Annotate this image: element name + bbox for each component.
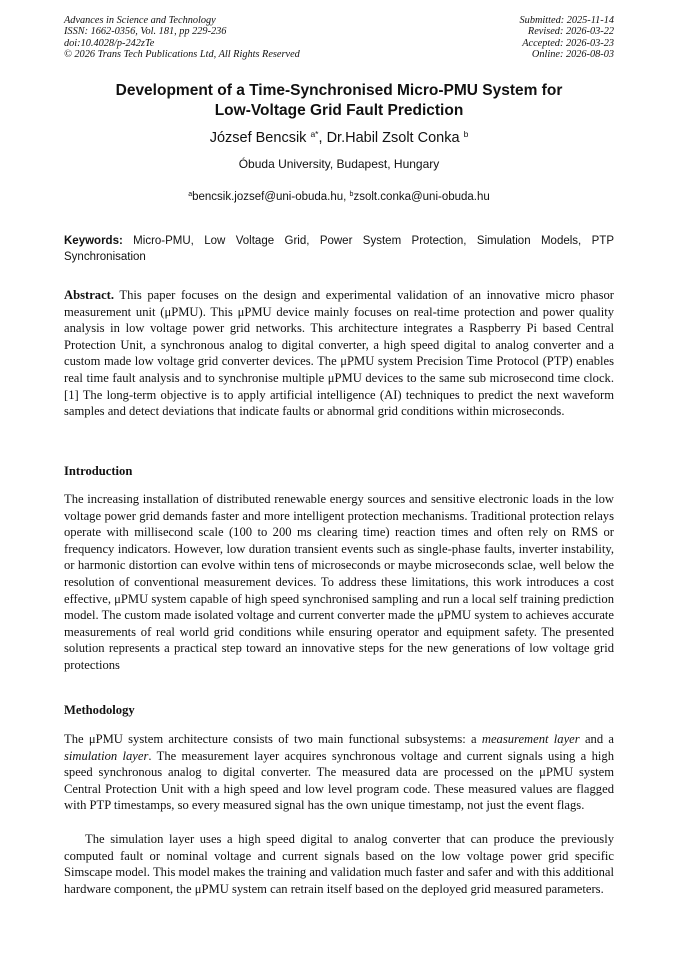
keywords <box>64 234 614 265</box>
header-left <box>64 15 300 61</box>
issn: ISSN: 1662-0356, Vol. 181, pp 229-236 <box>64 26 227 38</box>
author-2: Dr.Habil Zsolt Conka <box>326 130 460 146</box>
author-1-affil-mark: a* <box>310 129 319 139</box>
introduction-paragraph: The increasing installation of distributed renewable energy sources and sensitive electronic loads in the low voltage power grid demands faster and more intelligent protection mechanisms. Traditional protection relays operate with millisecond scale (100 to 200 ms clearing time) reaction times and often rely on RMS or frequency indicators. However, low duration transient events such as single-phase faults, inverter instability, or harmonic distortion can evolve within tens of microseconds or maybe microseconds sclae, well below the resolution of conventional measurement devices. To address these limitations, this work introduces a cost effective, μPMU system capable of high speed synchronised sampling and run a local self training prediction model. The custom made isolated voltage and current converter made the μPMU system to achieves accurate measurements of real world grid conditions while ensuring operator and equipment safety. The presented solution represents a practical step toward an innovative steps for the new generations of low voltage grid protections <box>64 492 614 672</box>
keywords-label: Keywords: <box>64 235 123 247</box>
introduction-heading: Introduction <box>64 464 133 478</box>
title-line-1: Development of a Time-Synchronised Micro-PMU System for <box>115 82 563 99</box>
email-a[interactable]: bencsik.jozsef@uni-obuda.hu <box>192 191 344 203</box>
email-b[interactable]: zsolt.conka@uni-obuda.hu <box>353 191 490 203</box>
paper-title <box>64 81 614 120</box>
methodology-p1-part-c: . The measurement layer acquires synchronous voltage and current signals using a high speed synchronous analog to digital converter. The measured data are processed on the μPMU system Central Protection Unit with a high speed and low level program code. These measured values are flagged with PTP timestamps, so every measured signal has the own unique timestamp, not just the event flags. <box>64 748 614 813</box>
keywords-text: Micro-PMU, Low Voltage Grid, Power System Protection, Simulation Models, PTP Synchronisation <box>64 235 614 263</box>
header-right <box>520 15 614 61</box>
journal-name: Advances in Science and Technology <box>64 15 216 26</box>
email-a-mark: a <box>188 191 193 198</box>
methodology-p1-part-b: and a <box>579 732 614 746</box>
methodology-paragraph-1 <box>64 731 614 814</box>
authors <box>64 129 614 146</box>
author-separator: , <box>318 130 327 146</box>
email-separator: , <box>343 191 350 203</box>
title-line-2: Low-Voltage Grid Fault Prediction <box>214 101 464 119</box>
measurement-layer-term: measurement layer <box>481 732 580 746</box>
abstract-text: This paper focuses on the design and experimental validation of an innovative micro phasor measurement unit (μPMU). This μPMU device mainly focuses on real-time protection and power quality analysis in low voltage power grid networks. This architecture integrates a Raspberry Pi based Central Protection Unit, a synchronous analog to digital converter, a high speed digital to analog converter and a custom made low voltage grid converter devices. The μPMU system Precision Time Protocol (PTP) enables real time fault analysis and to synchronise multiple μPMU devices to the same sub microsecond time clock.[1] The long-term objective is to apply artificial intelligence (AI) techniques to predict the next waveform samples and detect deviations that indicate faults or abnormal grid conditions within microseconds. <box>64 288 614 419</box>
doi: doi:10.4028/p-242zTe <box>64 37 155 49</box>
revised-date: Revised: 2026-03-22 <box>527 26 614 38</box>
affiliation: Óbuda University, Budapest, Hungary <box>238 157 440 171</box>
abstract <box>64 287 614 420</box>
abstract-label: Abstract. <box>64 288 115 302</box>
methodology-paragraph-2: The simulation layer uses a high speed digital to analog converter that can produce the previously computed fault or nominal voltage and current signals based on the low voltage power grid specific Simscape model. This model makes the training and validation much faster and safer and with this additional hardware component, the μPMU system can retrain itself based on the deployed grid measured parameters. <box>64 832 614 896</box>
online-date: Online: 2026-08-03 <box>531 49 614 61</box>
submitted-date: Submitted: 2025-11-14 <box>519 15 614 26</box>
author-2-affil-mark: b <box>463 129 469 139</box>
accepted-date: Accepted: 2026-03-23 <box>522 37 614 49</box>
author-1: József Bencsik <box>209 130 307 146</box>
simulation-layer-term: simulation layer <box>64 748 149 763</box>
methodology-p1-part-a: The μPMU system architecture consists of two main functional subsystems: a <box>64 732 482 746</box>
copyright: © 2026 Trans Tech Publications Ltd, All Rights Reserved <box>64 49 300 61</box>
methodology-heading: Methodology <box>64 703 135 717</box>
author-emails <box>64 191 614 203</box>
email-b-mark: b <box>349 191 354 198</box>
